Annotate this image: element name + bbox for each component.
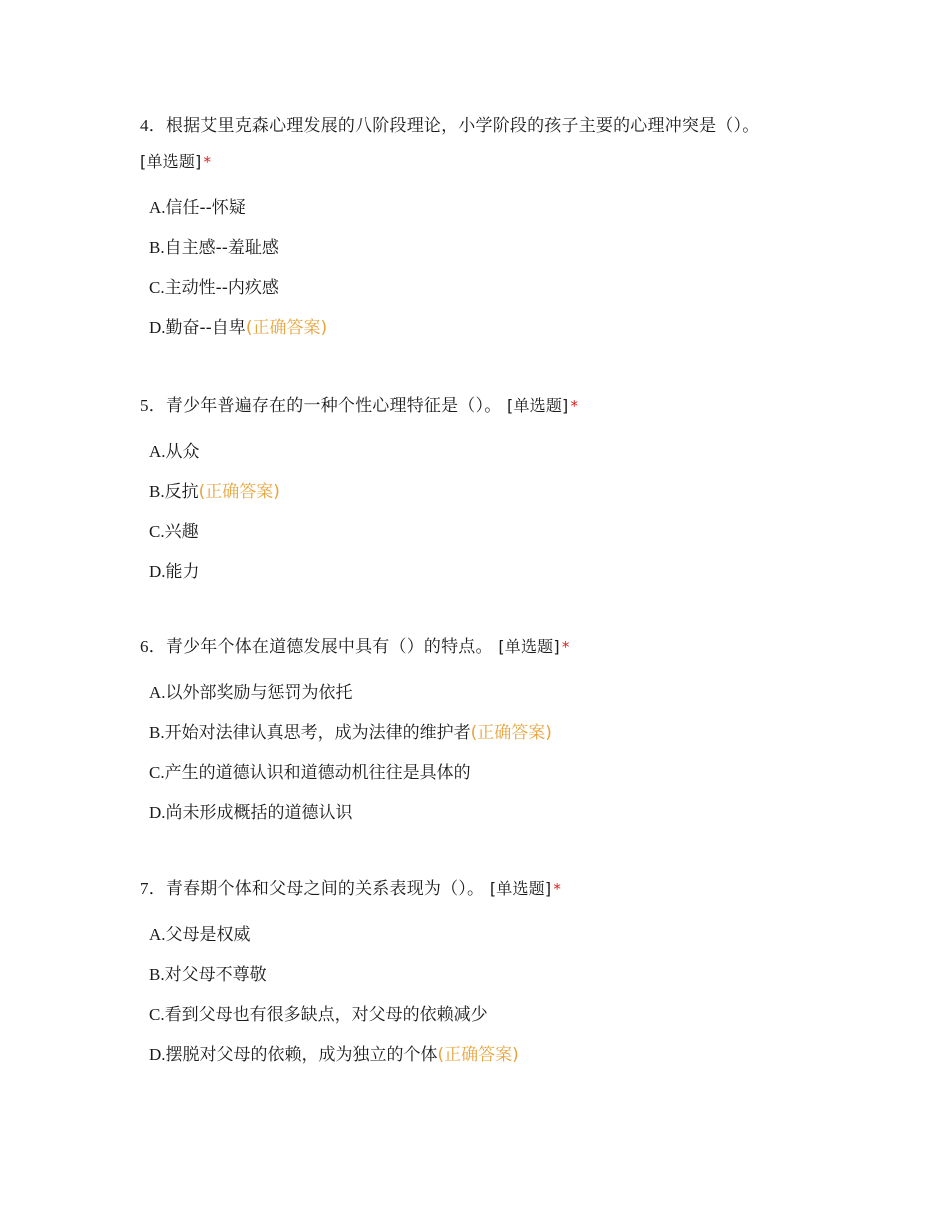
option-c[interactable] (140, 753, 780, 793)
option-d[interactable] (140, 552, 780, 592)
option-letter: C. (149, 1005, 165, 1024)
question-number: 7． (140, 879, 166, 898)
option-d[interactable] (140, 793, 780, 833)
correct-answer-tag: (正确答案) (245, 318, 328, 338)
option-text: 反抗 (164, 482, 199, 502)
correct-answer-tag: (正确答案) (437, 1045, 519, 1065)
option-text: 对父母不尊敬 (164, 965, 267, 985)
option-letter: C. (149, 763, 165, 782)
option-text: 勤奋--自卑 (165, 318, 246, 338)
option-letter: D. (149, 803, 166, 822)
question-number: 5． (140, 396, 166, 415)
question-text: 青少年普遍存在的一种个性心理特征是（）。 (165, 396, 502, 416)
option-text: 能力 (165, 562, 200, 582)
option-letter: C. (149, 522, 165, 541)
option-text: 从众 (165, 442, 200, 462)
correct-answer-tag: (正确答案) (470, 723, 552, 743)
required-mark: * (561, 638, 570, 656)
option-letter: A. (149, 683, 166, 702)
correct-answer-tag: (正确答案) (198, 482, 280, 502)
option-c[interactable] (140, 512, 780, 552)
question-title (140, 388, 780, 424)
option-letter: B. (149, 965, 165, 984)
option-list (140, 188, 780, 348)
option-text: 信任--怀疑 (165, 198, 246, 218)
question-type: [单选题] (140, 152, 202, 171)
question-number: 4． (140, 116, 166, 135)
question-title (140, 108, 780, 180)
option-text: 看到父母也有很多缺点，对父母的依赖减少 (164, 1005, 488, 1025)
question-type: [单选题] (507, 396, 569, 415)
option-letter: B. (149, 482, 165, 501)
option-letter: B. (149, 723, 165, 742)
option-text: 尚未形成概括的道德认识 (165, 803, 353, 823)
option-letter: A. (149, 198, 166, 217)
option-d[interactable] (140, 308, 780, 348)
option-b[interactable] (140, 228, 780, 268)
question-number: 6． (140, 637, 166, 656)
question-type: [单选题] (489, 879, 552, 898)
option-text: 摆脱对父母的依赖，成为独立的个体 (165, 1045, 438, 1065)
option-a[interactable] (140, 188, 780, 228)
option-a[interactable] (140, 432, 780, 472)
question-title (140, 629, 780, 665)
option-letter: D. (149, 1045, 166, 1064)
required-mark: * (203, 153, 212, 171)
option-text: 开始对法律认真思考，成为法律的维护者 (164, 723, 471, 743)
option-c[interactable] (140, 268, 780, 308)
option-text: 产生的道德认识和道德动机往往是具体的 (164, 763, 471, 783)
option-d[interactable] (140, 1035, 780, 1075)
option-letter: B. (149, 238, 165, 257)
option-list (140, 432, 780, 592)
option-c[interactable] (140, 995, 780, 1035)
option-letter: A. (149, 442, 166, 461)
option-text: 主动性--内疚感 (164, 278, 279, 298)
question-5 (140, 388, 780, 592)
option-text: 自主感--羞耻感 (164, 238, 279, 258)
question-title (140, 871, 780, 907)
option-letter: D. (149, 562, 166, 581)
option-letter: A. (149, 925, 166, 944)
option-b[interactable] (140, 713, 780, 753)
option-text: 以外部奖励与惩罚为依托 (165, 683, 353, 703)
option-text: 父母是权威 (165, 925, 251, 945)
question-4 (140, 108, 780, 348)
question-7 (140, 871, 780, 1075)
question-text: 根据艾里克森心理发展的八阶段理论，小学阶段的孩子主要的心理冲突是（）。 (165, 116, 760, 136)
option-list (140, 915, 780, 1075)
option-letter: C. (149, 278, 165, 297)
option-a[interactable] (140, 673, 780, 713)
option-text: 兴趣 (164, 522, 199, 542)
option-a[interactable] (140, 915, 780, 955)
question-text: 青春期个体和父母之间的关系表现为（）。 (165, 879, 485, 899)
question-type: [单选题] (498, 637, 560, 656)
option-b[interactable] (140, 955, 780, 995)
question-6 (140, 629, 780, 833)
option-list (140, 673, 780, 833)
question-text: 青少年个体在道德发展中具有（）的特点。 (165, 637, 493, 657)
option-b[interactable] (140, 472, 780, 512)
option-letter: D. (149, 318, 166, 337)
required-mark: * (553, 880, 562, 898)
required-mark: * (570, 397, 579, 415)
